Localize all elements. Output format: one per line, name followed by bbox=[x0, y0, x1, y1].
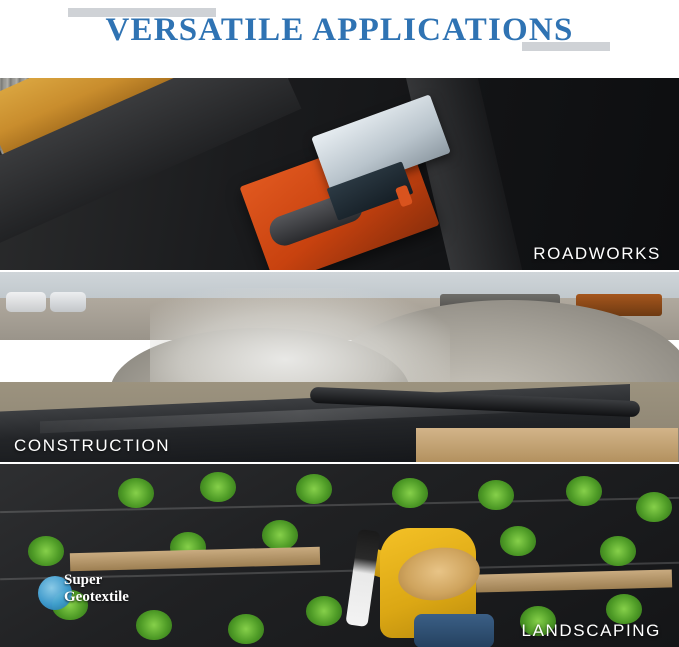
seedling bbox=[262, 520, 298, 550]
panel-construction bbox=[0, 272, 679, 462]
watermark-logo bbox=[38, 568, 168, 620]
caption-construction: CONSTRUCTION bbox=[14, 436, 171, 455]
header-band bbox=[0, 0, 679, 78]
seedling bbox=[306, 596, 342, 626]
seedling bbox=[392, 478, 428, 508]
seedling bbox=[478, 480, 514, 510]
seedling bbox=[296, 474, 332, 504]
gardener-jeans bbox=[414, 614, 494, 647]
timber-plank-construction bbox=[416, 428, 678, 462]
seedling bbox=[200, 472, 236, 502]
caption-roadworks: ROADWORKS bbox=[533, 244, 661, 263]
parked-car-1 bbox=[6, 292, 46, 312]
parked-car-2 bbox=[50, 292, 86, 312]
watermark-line-1: Super bbox=[64, 572, 103, 588]
seedling bbox=[28, 536, 64, 566]
caption-landscaping: LANDSCAPING bbox=[521, 621, 661, 640]
panel-roadworks bbox=[0, 78, 679, 270]
page-title: VERSATILE APPLICATIONS bbox=[105, 12, 574, 48]
watermark-line-2: Geotextile bbox=[64, 589, 129, 605]
seedling bbox=[636, 492, 672, 522]
seedling bbox=[500, 526, 536, 556]
seedling bbox=[228, 614, 264, 644]
seedling bbox=[600, 536, 636, 566]
seedling bbox=[566, 476, 602, 506]
seedling bbox=[606, 594, 642, 624]
watermark-text bbox=[64, 572, 129, 606]
seedling bbox=[118, 478, 154, 508]
